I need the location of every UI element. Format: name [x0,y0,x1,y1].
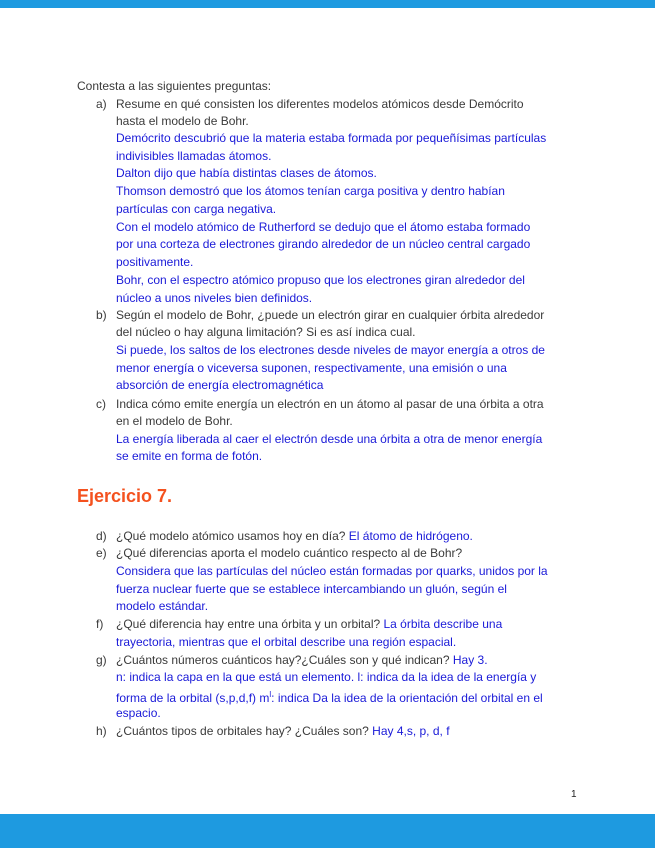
item-h-answer: Hay 4,s, p, d, f [372,724,450,738]
item-c-marker: c) [96,397,106,411]
item-f-question: ¿Qué diferencia hay entre una órbita y un orbital? [116,617,384,631]
item-c-answer: se emite en forma de fotón. [116,449,263,463]
item-g-answer: Hay 3. [452,653,488,667]
item-a-question: Resume en qué consisten los diferentes modelos atómicos desde Demócrito [116,97,524,111]
item-a-answer: positivamente. [116,255,194,269]
item-a-answer: núcleo a unos niveles bien definidos. [116,291,313,305]
item-a-answer: Demócrito descubrió que la materia estaba formada por pequeñísimas partículas [116,131,547,145]
item-e-answer: Considera que las partículas del núcleo están formadas por quarks, unidos por la [116,564,548,578]
bottom-accent-bar [0,814,655,848]
item-f-row [116,616,502,632]
top-accent-bar [0,0,655,8]
item-g-marker: g) [96,653,107,667]
item-h-row [116,723,450,739]
item-a-answer: Thomson demostró que los átomos tenían carga positiva y dentro habían [116,184,505,198]
item-h-question: ¿Cuántos tipos de orbitales hay? ¿Cuáles son? [116,724,373,738]
item-b-question: Según el modelo de Bohr, ¿puede un electrón girar en cualquier órbita alrededor [116,308,545,322]
item-d-question: ¿Qué modelo atómico usamos hoy en día? [116,529,349,543]
item-d-marker: d) [96,529,107,543]
item-b-marker: b) [96,308,107,322]
item-d-answer: El átomo de hidrógeno. [348,529,473,543]
item-b-answer: Si puede, los saltos de los electrones desde niveles de mayor energía a otros de [116,343,545,357]
item-a-marker: a) [96,97,107,111]
item-g-answer: espacio. [116,706,161,720]
item-c-question: en el modelo de Bohr. [116,414,233,428]
item-h-marker: h) [96,724,107,738]
item-a-answer: indivisibles llamadas átomos. [116,149,272,163]
item-e-marker: e) [96,546,107,560]
item-e-question: ¿Qué diferencias aporta el modelo cuántico respecto al de Bohr? [116,546,463,560]
intro-text: Contesta a las siguientes preguntas: [77,79,272,93]
item-b-question: del núcleo o hay alguna limitación? Si es así indica cual. [116,325,416,339]
item-c-question: Indica cómo emite energía un electrón en un átomo al pasar de una órbita a otra [116,397,544,411]
page-number: 1 [571,789,577,800]
item-g-question: ¿Cuántos números cuánticos hay?¿Cuáles son y qué indican? [116,653,453,667]
item-f-answer: La órbita describe una [383,617,503,631]
item-a-answer: por una corteza de electrones girando alrededor de un núcleo central cargado [116,237,531,251]
item-d-row [116,528,473,544]
item-b-answer: menor energía o viceversa suponen, respectivamente, una emisión o una [116,361,507,375]
item-f-answer: trayectoria, mientras que el orbital describe una región espacial. [116,635,457,649]
item-c-answer: La energía liberada al caer el electrón desde una órbita a otra de menor energía [116,432,543,446]
item-e-answer: fuerza nuclear fuerte que se establece intercambiando un gluón, según el [116,582,507,596]
item-g-answer: : indica Da la idea de la orientación del orbital en el [271,691,543,705]
item-a-answer: partículas con carga negativa. [116,202,277,216]
item-a-answer: Dalton dijo que había distintas clases de átomos. [116,166,377,180]
item-g-row [116,652,488,668]
item-a-answer: Bohr, con el espectro atómico propuso que los electrones giran alrededor del [116,273,525,287]
item-e-answer: modelo estándar. [116,599,209,613]
item-a-answer: Con el modelo atómico de Rutherford se dedujo que el átomo estaba formado [116,220,531,234]
section-heading: Ejercicio 7. [77,486,173,506]
item-a-question: hasta el modelo de Bohr. [116,114,249,128]
item-b-answer: absorción de energía electromagnética [116,378,324,392]
item-g-answer: n: indica la capa en la que está un elemento. l: indica da la idea de la energía y [116,670,537,684]
item-g-superscript: l [269,690,272,699]
item-g-answer-row [116,687,543,706]
item-g-answer: forma de la orbital (s,p,d,f) m [116,691,270,705]
item-f-marker: f) [96,617,104,631]
